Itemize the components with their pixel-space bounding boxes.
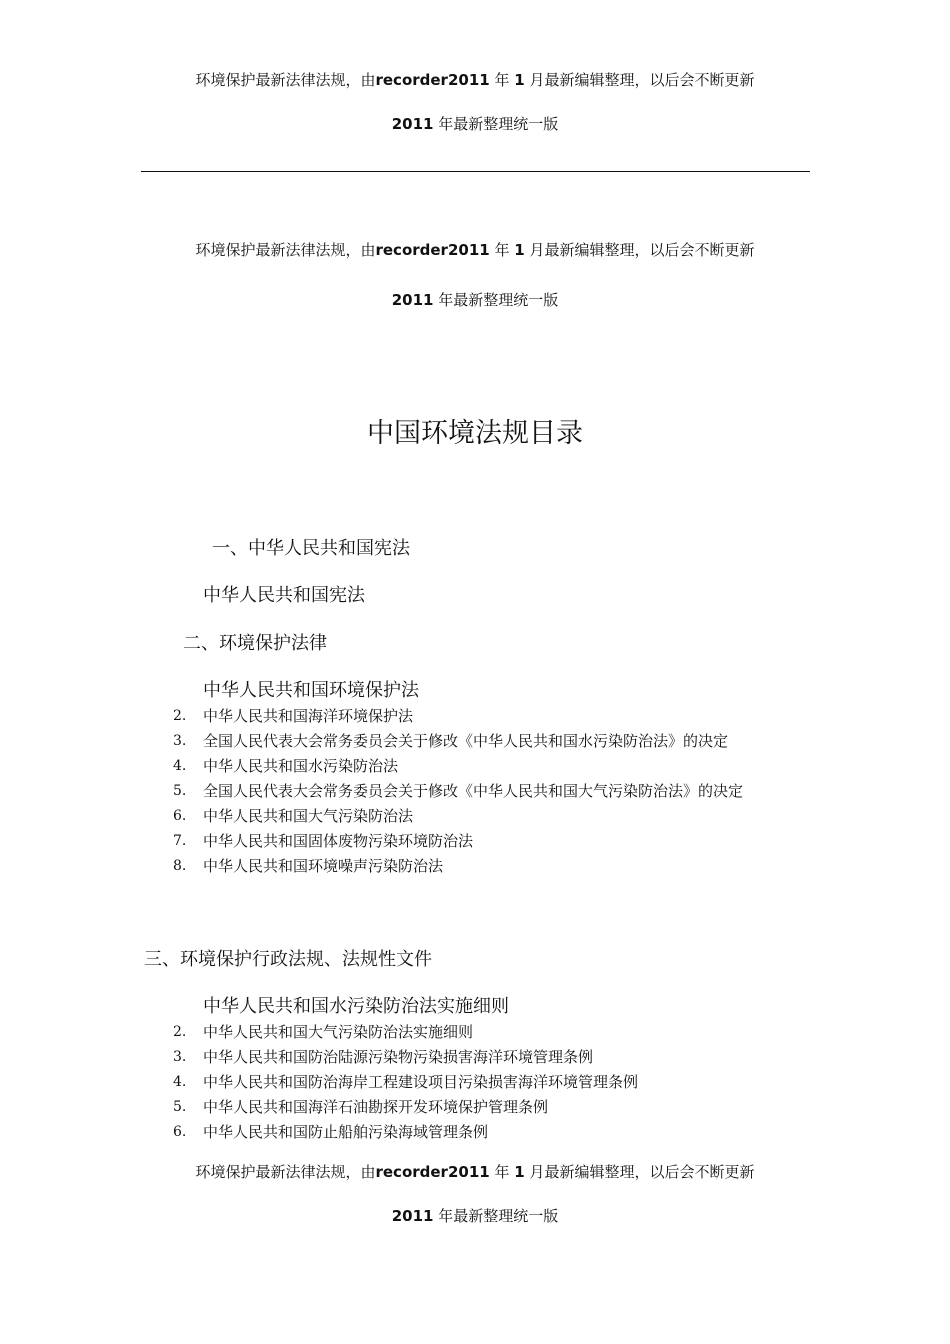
header-text: 环境保护最新法律法规，由 xyxy=(195,71,376,89)
list-number: 2. xyxy=(173,1024,187,1040)
header-bold-text: recorder2011 xyxy=(375,241,490,259)
header-line-1 xyxy=(0,1162,950,1182)
list-number: 6. xyxy=(173,808,187,824)
list-item: 全国人民代表大会常务委员会关于修改《中华人民共和国大气污染防治法》的决定 xyxy=(203,782,744,800)
header-text: 年最新整理统一版 xyxy=(438,115,559,133)
list-number: 8. xyxy=(173,858,187,874)
list-number: 3. xyxy=(173,1049,187,1065)
list-number: 3. xyxy=(173,733,187,749)
header-text: 年 xyxy=(494,71,510,89)
header-text: 年最新整理统一版 xyxy=(438,291,559,309)
header-line-1 xyxy=(0,240,950,260)
list-number: 5. xyxy=(173,783,187,799)
header-rule xyxy=(141,171,810,172)
header-line-1 xyxy=(0,70,950,90)
header-bold-text: recorder2011 xyxy=(375,1163,490,1181)
list-number: 7. xyxy=(173,833,187,849)
list-item: 中华人民共和国海洋环境保护法 xyxy=(203,707,414,725)
list-item: 中华人民共和国水污染防治法实施细则 xyxy=(203,996,509,1017)
list-item: 中华人民共和国大气污染防治法实施细则 xyxy=(203,1023,474,1041)
header-bold-text: 2011 xyxy=(391,291,434,309)
list-item: 中华人民共和国防治陆源污染物污染损害海洋环境管理条例 xyxy=(203,1048,594,1066)
list-item: 中华人民共和国宪法 xyxy=(203,585,365,606)
list-number: 4. xyxy=(173,758,187,774)
list-item: 中华人民共和国环境噪声污染防治法 xyxy=(203,857,444,875)
page-title: 中国环境法规目录 xyxy=(367,418,583,449)
header-bold-text: 1 xyxy=(514,241,525,259)
list-item: 中华人民共和国环境保护法 xyxy=(203,680,419,701)
list-item: 中华人民共和国海洋石油勘探开发环境保护管理条例 xyxy=(203,1098,549,1116)
list-number: 6. xyxy=(173,1124,187,1140)
list-number: 2. xyxy=(173,708,187,724)
header-text: 年 xyxy=(494,241,510,259)
header-line-2 xyxy=(0,1206,950,1226)
header-text: 环境保护最新法律法规，由 xyxy=(195,241,376,259)
section-heading: 三、环境保护行政法规、法规性文件 xyxy=(144,949,432,970)
header-bold-text: 2011 xyxy=(391,1207,434,1225)
header-text: 月最新编辑整理，以后会不断更新 xyxy=(529,71,755,89)
header-bold-text: 1 xyxy=(514,1163,525,1181)
list-item: 中华人民共和国防治海岸工程建设项目污染损害海洋环境管理条例 xyxy=(203,1073,639,1091)
header-text: 年最新整理统一版 xyxy=(438,1207,559,1225)
header-bold-text: 2011 xyxy=(391,115,434,133)
list-number: 4. xyxy=(173,1074,187,1090)
list-item: 中华人民共和国防止船舶污染海域管理条例 xyxy=(203,1123,489,1141)
list-item: 中华人民共和国固体废物污染环境防治法 xyxy=(203,832,474,850)
list-item: 中华人民共和国水污染防治法 xyxy=(203,757,399,775)
list-item: 全国人民代表大会常务委员会关于修改《中华人民共和国水污染防治法》的决定 xyxy=(203,732,729,750)
header-text: 月最新编辑整理，以后会不断更新 xyxy=(529,241,755,259)
header-line-2 xyxy=(0,114,950,134)
list-number: 5. xyxy=(173,1099,187,1115)
header-text: 年 xyxy=(494,1163,510,1181)
header-line-2 xyxy=(0,290,950,310)
header-bold-text: recorder2011 xyxy=(375,71,490,89)
header-bold-text: 1 xyxy=(514,71,525,89)
header-text: 环境保护最新法律法规，由 xyxy=(195,1163,376,1181)
list-item: 中华人民共和国大气污染防治法 xyxy=(203,807,414,825)
section-heading: 二、环境保护法律 xyxy=(183,633,327,654)
header-text: 月最新编辑整理，以后会不断更新 xyxy=(529,1163,755,1181)
section-heading: 一、中华人民共和国宪法 xyxy=(212,538,410,559)
